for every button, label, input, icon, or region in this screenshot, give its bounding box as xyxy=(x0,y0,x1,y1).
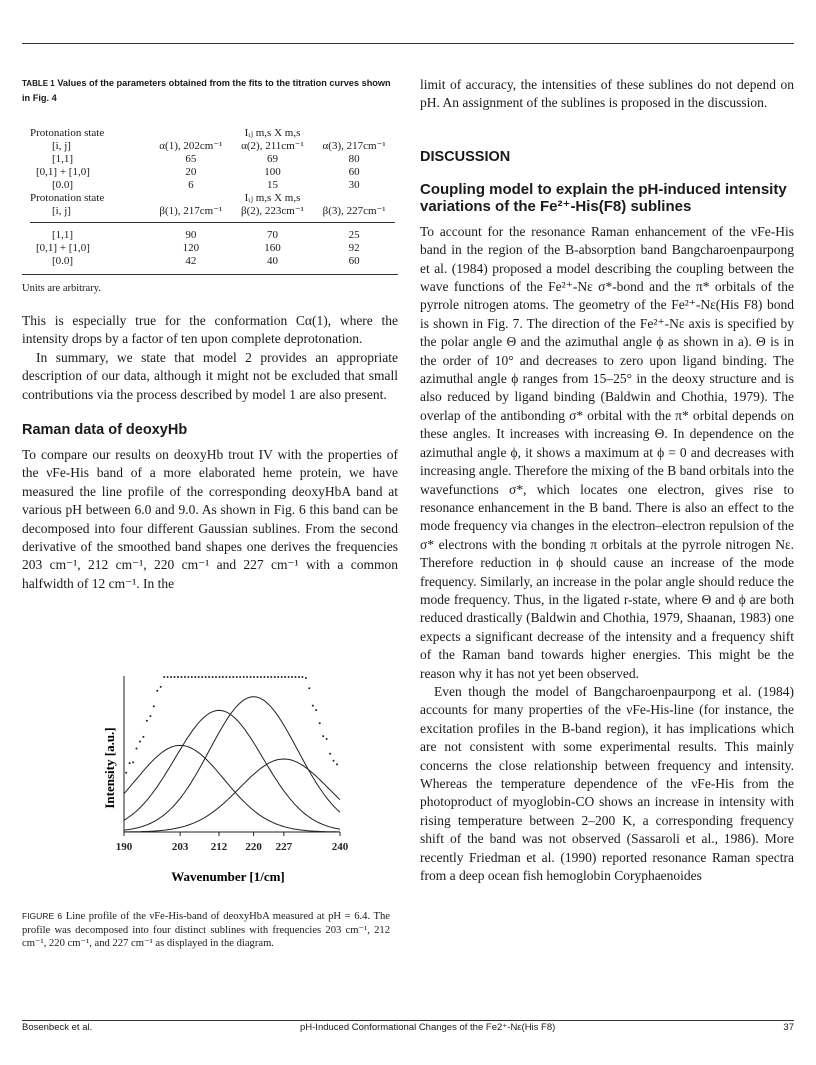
data-point xyxy=(142,736,144,738)
data-point xyxy=(333,760,335,762)
data-point xyxy=(215,676,217,678)
data-point xyxy=(222,676,224,678)
data-point xyxy=(236,676,238,678)
data-point xyxy=(146,720,148,722)
x-axis-label: Wavenumber [1/cm] xyxy=(171,869,285,884)
data-point xyxy=(298,676,300,678)
data-point xyxy=(263,676,265,678)
table-caption-text: Values of the parameters obtained from the fits to the titration curves shown in Fig. 4 xyxy=(22,78,391,103)
data-point xyxy=(284,676,286,678)
top-rule xyxy=(22,43,794,44)
section-heading: Raman data of deoxyHb xyxy=(22,422,188,439)
data-point xyxy=(229,676,231,678)
subsection-heading: Coupling model to explain the pH-induced intensity variations of the Fe²⁺-His(F8) sublines xyxy=(420,180,787,215)
x-tick-label: 203 xyxy=(171,841,189,853)
data-point xyxy=(212,676,214,678)
data-point xyxy=(156,690,158,692)
data-point xyxy=(329,753,331,755)
data-point xyxy=(232,676,234,678)
data-point xyxy=(225,676,227,678)
table-row: [1,1] 90 70 25 xyxy=(52,229,360,241)
data-point xyxy=(125,772,127,774)
data-point xyxy=(301,676,303,678)
right-column xyxy=(420,76,794,885)
bottom-rule xyxy=(22,1020,794,1021)
data-point xyxy=(163,676,165,678)
data-point xyxy=(319,722,321,724)
data-point xyxy=(170,676,172,678)
data-point xyxy=(219,676,221,678)
subline-220 xyxy=(124,697,340,831)
data-point xyxy=(257,676,259,678)
header2-top: Iᵢⱼ m,s X m,s xyxy=(244,192,301,204)
data-point xyxy=(305,677,307,679)
data-point xyxy=(260,676,262,678)
figure-caption xyxy=(22,910,390,951)
table-row: [0,1] + [1,0] 20 100 60 xyxy=(36,166,360,178)
x-tick-label: 212 xyxy=(210,841,228,853)
header-col0-b: [i, j] xyxy=(52,140,71,152)
header2-col0-b: [i, j] xyxy=(52,205,71,217)
data-point xyxy=(326,738,328,740)
data-point xyxy=(322,735,324,737)
x-tick-label: 227 xyxy=(275,841,293,853)
data-point xyxy=(136,748,138,750)
data-point xyxy=(312,705,314,707)
data-point xyxy=(167,676,169,678)
data-point xyxy=(308,687,310,689)
y-axis-label: Intensity [a.u.] xyxy=(102,727,117,809)
data-point xyxy=(246,676,248,678)
data-point xyxy=(194,676,196,678)
data-point xyxy=(315,709,317,711)
paragraph: To account for the resonance Raman enhancement of the νFe-His band in the region of the B-absorption band Bangcharoenpaurpong et al. (1984) proposed a model describing the coupling between the wave functions of the Fe²⁺-Nε σ*-bond and the π* orbitals of the pyrrole nitrogen atoms. The geometry of the Fe²⁺-Nε(His F8) bond is shown in Fig. 7. The direction of the Fe²⁺-Nε axis is specified by the polar angle Θ and the azimuthal angle ϕ as shown in a). Θ is in the order of 10° and decreases to zero upon ligand binding. The azimuthal angle ϕ ranges from 15–25° in the deoxy structure and is also reduced by ligand binding (Baldwin and Chothia, 1979). The overlap of the antibonding σ* orbital with the π* orbital depends on these angles. It increases with increasing Θ. In dependence on the azimuthal angle ϕ, it shows a maximum at ϕ = 0 and decreases with increasing angle. Therefore the mixing of the B band orbitals into the wavefunctions σ*, which locates one electron, gives rise to resonance enhancement in the B band. There is also an effect to the mode frequency via changes in the electron–electron repulsion of the σ* electrons with the bonding π orbitals at the pyrrole nitrogen Nε. Therefore reduction in ϕ should cause an increase of the mode frequency. Similarly, an increase in the polar angle should reduce the mode frequency. Thus, in the ligated r-state, where Θ and ϕ are both reduced drastically (Baldwin and Chothia, 1979, Shaanan, 1983) one expects a significant decrease of the intensity and a frequency shift of the Raman band towards higher energies. This might be the reason why it has not yet been observed. xyxy=(420,223,794,681)
data-point xyxy=(336,763,338,765)
paragraph: To compare our results on deoxyHb trout IV with the properties of the νFe-His band of a more elaborated heme protein, we have measured the line profile of the corresponding deoxyHbA band at various pH between 6.0 and 9.0. As shown in Fig. 6 this band can be decomposed into four different Gaussian sublines. From the second derivative of the smoothed band shapes one derives the frequencies 203 cm⁻¹, 212 cm⁻¹, 220 cm⁻¹ and 227 cm⁻¹ with a common halfwidth of 12 cm⁻¹. In the xyxy=(22,447,398,591)
subline-227 xyxy=(124,759,340,832)
table-row: [1,1] 65 69 80 xyxy=(52,153,360,165)
x-tick-label: 190 xyxy=(115,841,133,853)
table-row: [0.0] 6 15 30 xyxy=(52,179,360,191)
paragraph: In summary, we state that model 2 provides an appropriate description of our data, although it might not be excluded that small contributions via the process described by model 1 are also present. xyxy=(22,349,398,402)
figure-6-chart xyxy=(104,672,364,884)
data-point xyxy=(174,676,176,678)
figure-caption-text: Line profile of the νFe-His-band of deoxyHbA measured at pH = 6.4. The profile was decomposed into four distinct sublines with frequencies 203 cm⁻¹, 212 cm⁻¹, 220 cm⁻¹, and 227 cm⁻¹ as displayed in the diagram. xyxy=(22,911,390,950)
paragraph: limit of accuracy, the intensities of these sublines do not depend on pH. An assignment of the sublines is proposed in the discussion. xyxy=(420,77,794,111)
data-point xyxy=(198,676,200,678)
data-point xyxy=(291,676,293,678)
subline-212 xyxy=(124,710,340,829)
header-c2: α(2), 211cm⁻¹ xyxy=(241,140,304,152)
data-point xyxy=(295,676,297,678)
section-heading: DISCUSSION xyxy=(420,148,511,165)
data-point xyxy=(288,676,290,678)
table-bottom-rule xyxy=(22,274,398,275)
data-point xyxy=(177,676,179,678)
data-point xyxy=(274,676,276,678)
header-c1: α(1), 202cm⁻¹ xyxy=(159,140,223,152)
data-point xyxy=(267,676,269,678)
data-point xyxy=(187,676,189,678)
data-point xyxy=(208,676,210,678)
x-tick-label: 220 xyxy=(245,841,262,853)
data-point xyxy=(205,676,207,678)
table-caption xyxy=(22,76,398,105)
header-top: Iᵢⱼ m,s X m,s xyxy=(244,127,301,139)
figure-label: FIGURE 6 xyxy=(22,911,63,921)
data-point xyxy=(160,686,162,688)
table-row: [0,1] + [1,0] 120 160 92 xyxy=(36,242,360,254)
table-units-note: Units are arbitrary. xyxy=(22,283,101,294)
data-point xyxy=(184,676,186,678)
header2-c1: β(1), 217cm⁻¹ xyxy=(159,205,223,217)
x-tick-label: 240 xyxy=(331,841,349,853)
paragraph: This is especially true for the conformation Cα(1), where the intensity drops by a factor of ten upon complete deprotonation. xyxy=(22,313,398,347)
data-point xyxy=(191,676,193,678)
data-point xyxy=(281,676,283,678)
table-label: TABLE 1 xyxy=(22,79,55,88)
data-point xyxy=(243,676,245,678)
data-point xyxy=(181,676,183,678)
footer-page: 37 xyxy=(783,1022,794,1033)
header2-c3: β(3), 227cm⁻¹ xyxy=(322,205,386,217)
header-col0-a: Protonation state xyxy=(30,127,105,139)
header-c3: α(3), 217cm⁻¹ xyxy=(322,140,386,152)
subline-203 xyxy=(124,745,340,832)
data-point xyxy=(277,676,279,678)
data-point xyxy=(201,676,203,678)
data-point xyxy=(132,761,134,763)
data-point xyxy=(250,676,252,678)
header2-c2: β(2), 223cm⁻¹ xyxy=(241,205,304,217)
footer-title: pH-Induced Conformational Changes of the Fe2⁺-Nε(His F8) xyxy=(300,1022,556,1033)
data-point xyxy=(149,715,151,717)
paragraph: Even though the model of Bangcharoenpaurpong et al. (1984) accounts for many properties of the νFe-His-line (for instance, the excitation profiles in the B-band region), it has implications which are not consistent with some experimental results. This mainly concerns the close relationship between frequency and intensity. Whereas the temperature dependence of the νFe-His from the photoproduct of myoglobin-CO shows an increase in intensity with rising temperature between 2–200 K, a corresponding frequency shift of the band was not observed (Sassaroli et al., 1986). More recently Friedman et al. (1990) reported resonance Raman spectra from a deep ocean fish hemoglobin Coryphaenoides xyxy=(420,683,794,884)
data-point xyxy=(253,676,255,678)
data-point xyxy=(139,741,141,743)
header2-col0-a: Protonation state xyxy=(30,192,105,204)
data-point xyxy=(129,762,131,764)
parameters-table xyxy=(30,127,395,268)
left-column xyxy=(22,76,398,593)
data-point xyxy=(270,676,272,678)
table-row: [0.0] 42 40 60 xyxy=(52,255,360,267)
data-point xyxy=(239,676,241,678)
data-point xyxy=(153,705,155,707)
footer-authors: Bosenbeck et al. xyxy=(22,1022,93,1033)
